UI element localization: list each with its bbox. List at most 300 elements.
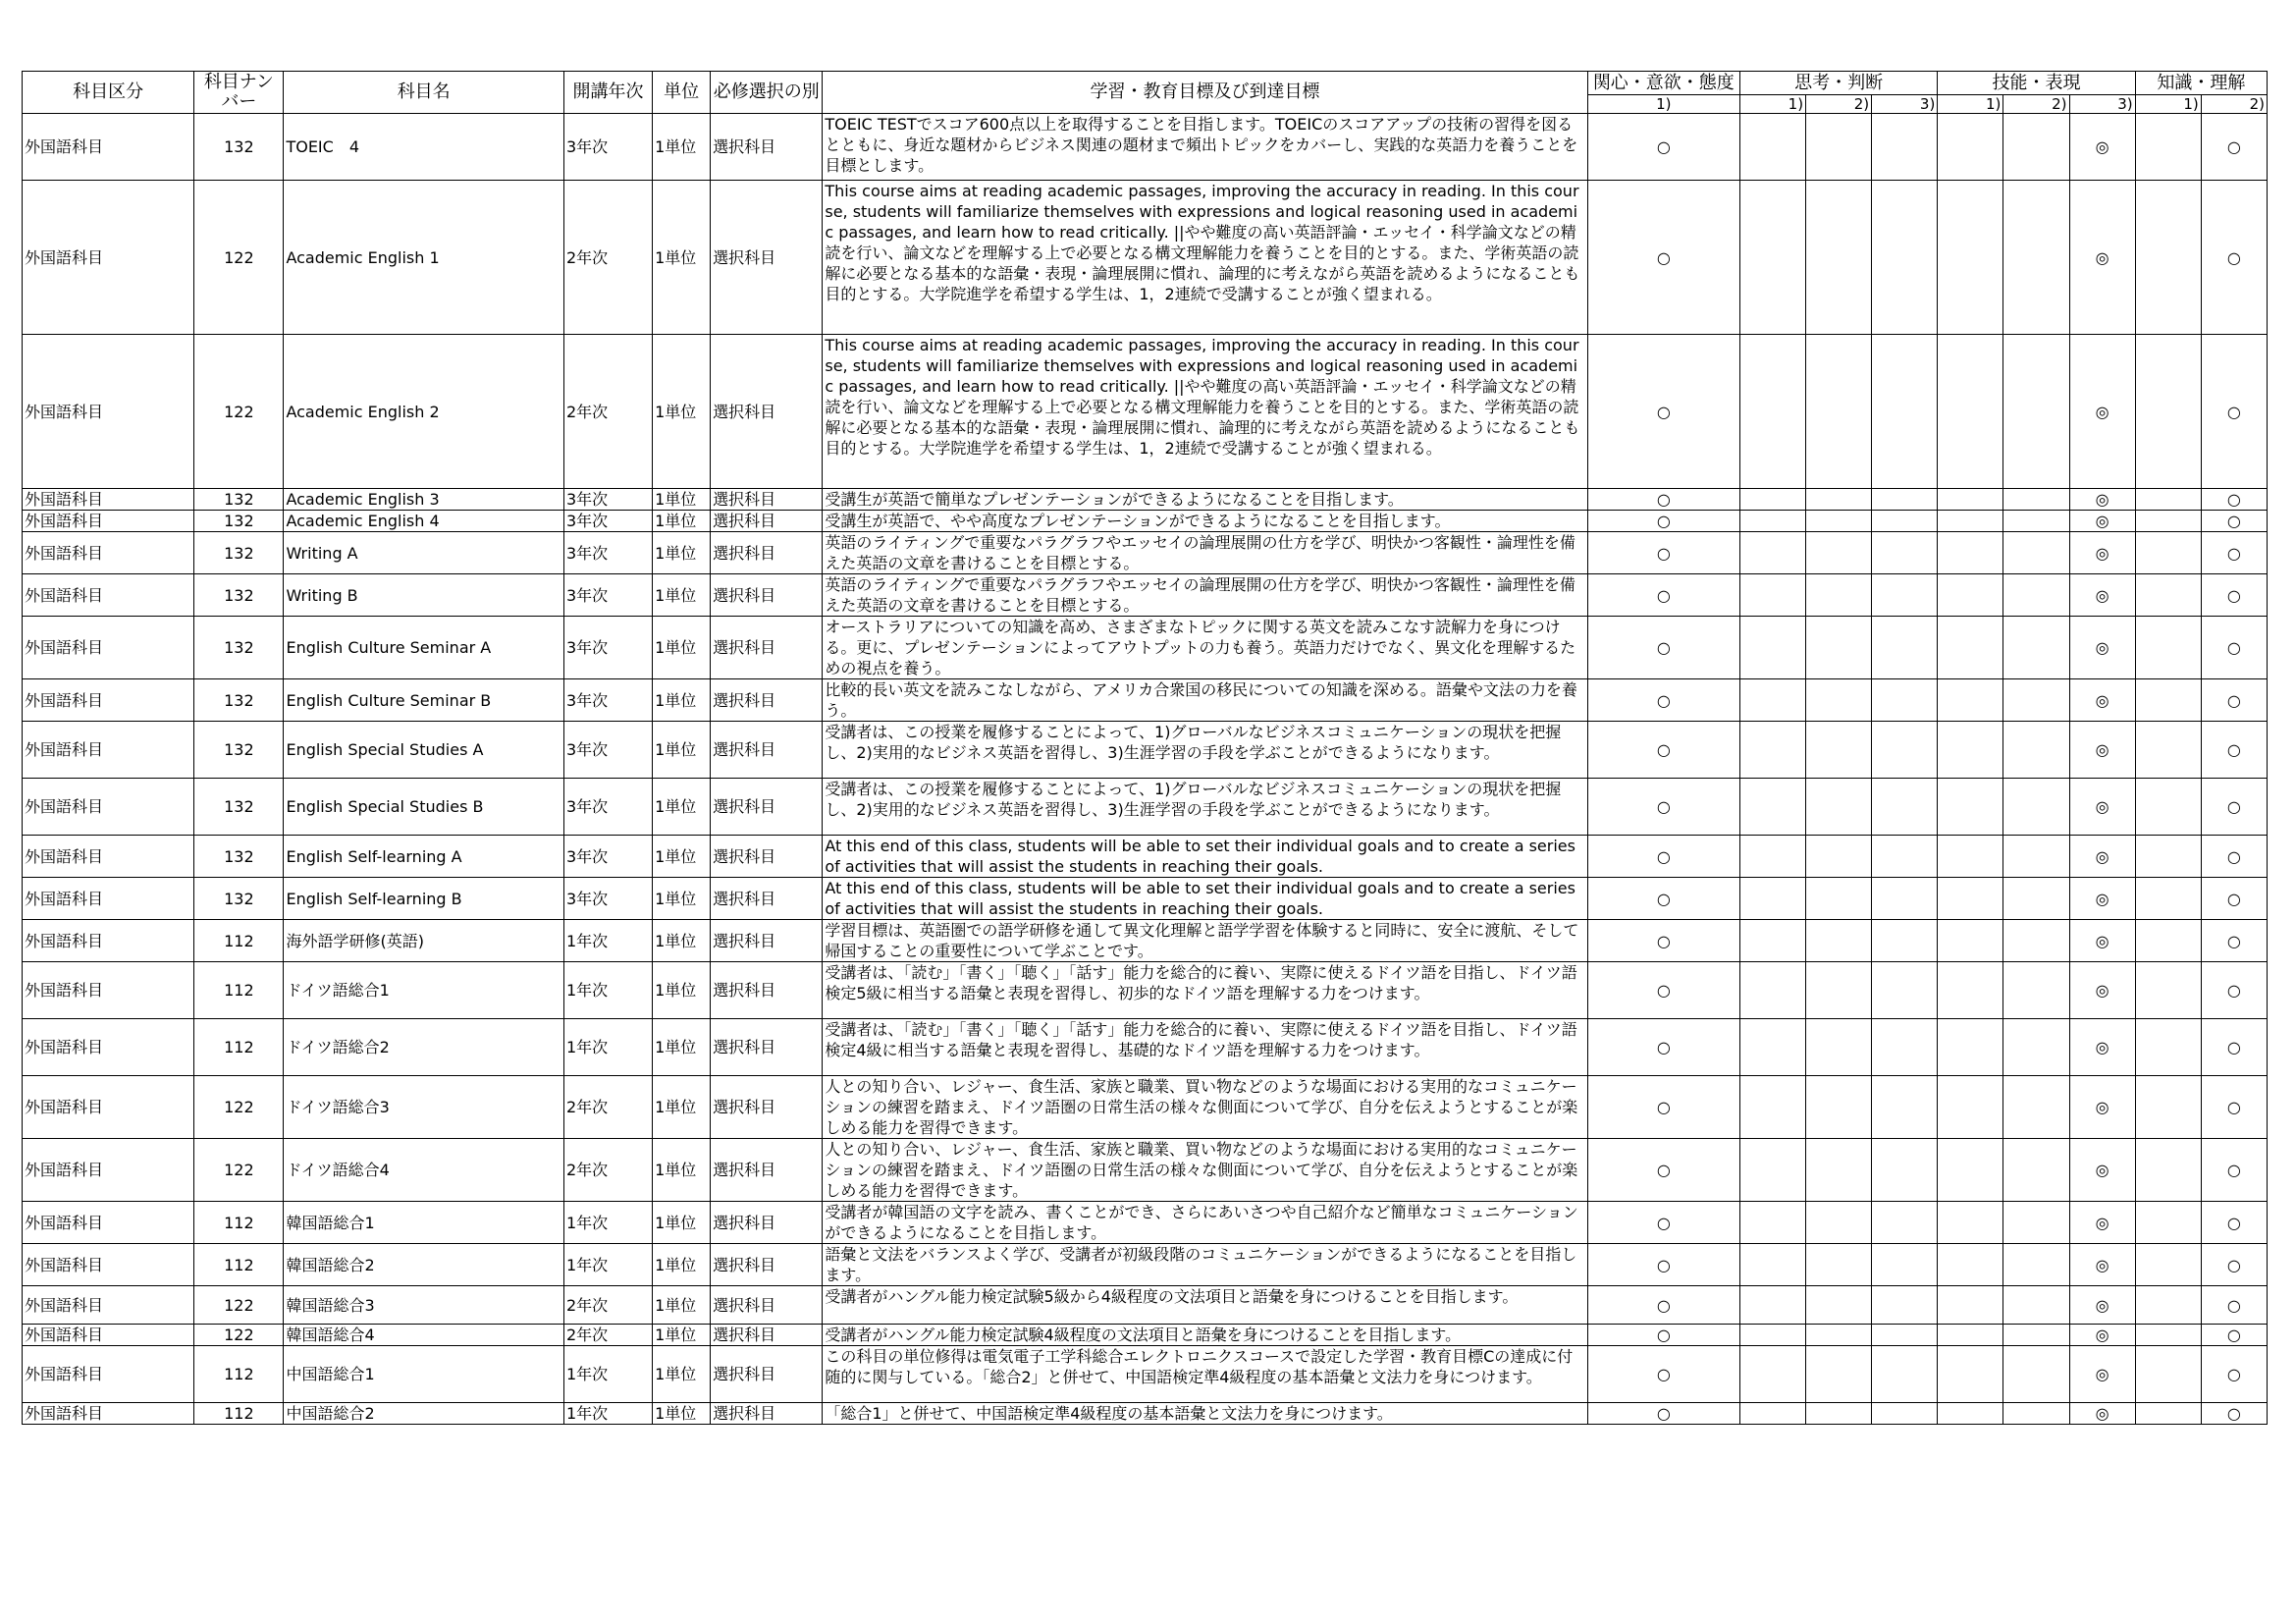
cell-category: 外国語科目 bbox=[23, 617, 194, 679]
cell-mark-5 bbox=[2003, 920, 2069, 962]
cell-mark-3 bbox=[1872, 1202, 1938, 1244]
header-group-thinking: 思考・判断 bbox=[1739, 72, 1937, 95]
cell-year: 2年次 bbox=[563, 1325, 652, 1346]
cell-mark-3 bbox=[1872, 617, 1938, 679]
cell-name: ドイツ語総合2 bbox=[284, 1019, 563, 1076]
header-sub-1: 1) bbox=[1739, 95, 1805, 114]
cell-mark-7 bbox=[2135, 1325, 2201, 1346]
header-unit: 単位 bbox=[653, 72, 711, 114]
cell-unit: 1単位 bbox=[653, 1139, 711, 1202]
header-group-interest: 関心・意欲・態度 bbox=[1587, 72, 1739, 95]
cell-mark-5 bbox=[2003, 878, 2069, 920]
cell-mark-8: ○ bbox=[2201, 114, 2267, 181]
cell-mark-6: ◎ bbox=[2069, 489, 2135, 511]
header-sub-3: 3) bbox=[1872, 95, 1938, 114]
cell-goal: This course aims at reading academic passages, improving the accuracy in reading. In this course, students will familiarize themselves with expressions and logical reasoning used in academic passages, and learn how to read critically. ||やや難度の高い英語評論・エッセイ・科学論文などの精読を行い、論文などを理解する上で必要となる構文理解能力を養うことを目的とする。また、学術英語の読解に必要となる基本的な語彙・表現・論理展開に慣れ、論理的に考えながら英語を読めるようになることも目的とする。大学院進学を希望する学生は、1，2連続で受講することが強く望まれる。 bbox=[823, 181, 1587, 335]
cell-mark-8: ○ bbox=[2201, 511, 2267, 532]
cell-mark-8: ○ bbox=[2201, 836, 2267, 878]
cell-name: 韓国語総合4 bbox=[284, 1325, 563, 1346]
cell-mark-4 bbox=[1938, 1403, 2003, 1425]
cell-unit: 1単位 bbox=[653, 574, 711, 617]
header-requirement: 必修選択の別 bbox=[711, 72, 823, 114]
table-row bbox=[23, 722, 2268, 779]
cell-number: 132 bbox=[194, 532, 284, 574]
table-row bbox=[23, 962, 2268, 1019]
header-sub-5: 2) bbox=[2003, 95, 2069, 114]
cell-mark-7 bbox=[2135, 114, 2201, 181]
cell-requirement: 選択科目 bbox=[711, 181, 823, 335]
cell-unit: 1単位 bbox=[653, 617, 711, 679]
cell-mark-2 bbox=[1806, 1244, 1872, 1286]
cell-mark-4 bbox=[1938, 962, 2003, 1019]
cell-year: 1年次 bbox=[563, 1244, 652, 1286]
cell-mark-5 bbox=[2003, 335, 2069, 489]
cell-unit: 1単位 bbox=[653, 1403, 711, 1425]
cell-requirement: 選択科目 bbox=[711, 617, 823, 679]
header-sub-2: 2) bbox=[1806, 95, 1872, 114]
cell-year: 1年次 bbox=[563, 1202, 652, 1244]
cell-unit: 1単位 bbox=[653, 878, 711, 920]
cell-mark-6: ◎ bbox=[2069, 1403, 2135, 1425]
cell-requirement: 選択科目 bbox=[711, 574, 823, 617]
cell-mark-8: ○ bbox=[2201, 1019, 2267, 1076]
cell-category: 外国語科目 bbox=[23, 836, 194, 878]
header-sub-6: 3) bbox=[2069, 95, 2135, 114]
cell-unit: 1単位 bbox=[653, 1202, 711, 1244]
cell-mark-7 bbox=[2135, 1139, 2201, 1202]
cell-year: 1年次 bbox=[563, 1346, 652, 1403]
cell-mark-6: ◎ bbox=[2069, 574, 2135, 617]
cell-goal: この科目の単位修得は電気電子工学科総合エレクトロニクスコースで設定した学習・教育目標Cの達成に付随的に関与している。「総合2」と併せて、中国語検定準4級程度の基本語彙と文法力を身につけます。 bbox=[823, 1346, 1587, 1403]
cell-mark-5 bbox=[2003, 511, 2069, 532]
cell-mark-8: ○ bbox=[2201, 1325, 2267, 1346]
cell-mark-3 bbox=[1872, 722, 1938, 779]
cell-mark-7 bbox=[2135, 920, 2201, 962]
cell-mark-3 bbox=[1872, 1286, 1938, 1325]
cell-mark-1 bbox=[1739, 920, 1805, 962]
cell-name: Academic English 1 bbox=[284, 181, 563, 335]
cell-year: 3年次 bbox=[563, 532, 652, 574]
cell-unit: 1単位 bbox=[653, 722, 711, 779]
cell-category: 外国語科目 bbox=[23, 722, 194, 779]
cell-category: 外国語科目 bbox=[23, 114, 194, 181]
table-row bbox=[23, 532, 2268, 574]
cell-category: 外国語科目 bbox=[23, 1403, 194, 1425]
table-row bbox=[23, 335, 2268, 489]
header-goal: 学習・教育目標及び到達目標 bbox=[823, 72, 1587, 114]
cell-mark-2 bbox=[1806, 574, 1872, 617]
cell-mark-1 bbox=[1739, 181, 1805, 335]
cell-category: 外国語科目 bbox=[23, 878, 194, 920]
cell-mark-6: ◎ bbox=[2069, 1139, 2135, 1202]
table-row bbox=[23, 617, 2268, 679]
cell-mark-3 bbox=[1872, 1403, 1938, 1425]
header-sub-8: 2) bbox=[2201, 95, 2267, 114]
cell-mark-3 bbox=[1872, 962, 1938, 1019]
cell-year: 3年次 bbox=[563, 722, 652, 779]
cell-name: English Self-learning B bbox=[284, 878, 563, 920]
cell-mark-3 bbox=[1872, 1139, 1938, 1202]
cell-mark-1 bbox=[1739, 962, 1805, 1019]
table-row bbox=[23, 920, 2268, 962]
cell-mark-2 bbox=[1806, 1139, 1872, 1202]
cell-goal: オーストラリアについての知識を高め、さまざまなトピックに関する英文を読みこなす読解力を身につける。更に、プレゼンテーションによってアウトプットの力も養う。英語力だけでなく、異文化を理解するための視点を養う。 bbox=[823, 617, 1587, 679]
cell-mark-2 bbox=[1806, 1076, 1872, 1139]
cell-mark-2 bbox=[1806, 1403, 1872, 1425]
cell-mark-7 bbox=[2135, 779, 2201, 836]
cell-mark-1 bbox=[1739, 114, 1805, 181]
cell-goal: 「総合1」と併せて、中国語検定準4級程度の基本語彙と文法力を身につけます。 bbox=[823, 1403, 1587, 1425]
cell-mark-6: ◎ bbox=[2069, 962, 2135, 1019]
cell-mark-1 bbox=[1739, 1076, 1805, 1139]
cell-category: 外国語科目 bbox=[23, 574, 194, 617]
cell-mark-5 bbox=[2003, 1286, 2069, 1325]
cell-mark-5 bbox=[2003, 1019, 2069, 1076]
cell-mark-0: ○ bbox=[1587, 335, 1739, 489]
cell-mark-0: ○ bbox=[1587, 1403, 1739, 1425]
cell-requirement: 選択科目 bbox=[711, 1325, 823, 1346]
cell-mark-4 bbox=[1938, 779, 2003, 836]
cell-goal: 受講者が韓国語の文字を読み、書くことができ、さらにあいさつや自己紹介など簡単なコミュニケーションができるようになることを目指します。 bbox=[823, 1202, 1587, 1244]
cell-mark-3 bbox=[1872, 489, 1938, 511]
cell-mark-8: ○ bbox=[2201, 335, 2267, 489]
cell-number: 112 bbox=[194, 1244, 284, 1286]
cell-category: 外国語科目 bbox=[23, 489, 194, 511]
cell-mark-0: ○ bbox=[1587, 836, 1739, 878]
cell-mark-8: ○ bbox=[2201, 1139, 2267, 1202]
cell-mark-2 bbox=[1806, 511, 1872, 532]
cell-number: 112 bbox=[194, 920, 284, 962]
cell-mark-1 bbox=[1739, 617, 1805, 679]
cell-goal: 受講者がハングル能力検定試験4級程度の文法項目と語彙を身につけることを目指します。 bbox=[823, 1325, 1587, 1346]
cell-category: 外国語科目 bbox=[23, 962, 194, 1019]
header-group-skill: 技能・表現 bbox=[1938, 72, 2135, 95]
cell-mark-4 bbox=[1938, 532, 2003, 574]
table-row bbox=[23, 1346, 2268, 1403]
cell-goal: 語彙と文法をバランスよく学び、受講者が初級段階のコミュニケーションができるようになることを目指します。 bbox=[823, 1244, 1587, 1286]
cell-unit: 1単位 bbox=[653, 511, 711, 532]
cell-mark-5 bbox=[2003, 1244, 2069, 1286]
cell-number: 132 bbox=[194, 878, 284, 920]
cell-mark-0: ○ bbox=[1587, 878, 1739, 920]
table-header bbox=[23, 72, 2268, 114]
header-category: 科目区分 bbox=[23, 72, 194, 114]
cell-mark-1 bbox=[1739, 722, 1805, 779]
cell-year: 1年次 bbox=[563, 1403, 652, 1425]
cell-category: 外国語科目 bbox=[23, 920, 194, 962]
cell-mark-7 bbox=[2135, 836, 2201, 878]
cell-name: English Special Studies B bbox=[284, 779, 563, 836]
cell-requirement: 選択科目 bbox=[711, 920, 823, 962]
cell-name: English Special Studies A bbox=[284, 722, 563, 779]
cell-unit: 1単位 bbox=[653, 1019, 711, 1076]
cell-mark-3 bbox=[1872, 1244, 1938, 1286]
cell-number: 132 bbox=[194, 679, 284, 722]
cell-year: 1年次 bbox=[563, 920, 652, 962]
cell-mark-5 bbox=[2003, 836, 2069, 878]
cell-mark-4 bbox=[1938, 836, 2003, 878]
cell-mark-5 bbox=[2003, 1076, 2069, 1139]
cell-mark-2 bbox=[1806, 878, 1872, 920]
cell-mark-4 bbox=[1938, 511, 2003, 532]
cell-unit: 1単位 bbox=[653, 836, 711, 878]
cell-requirement: 選択科目 bbox=[711, 679, 823, 722]
cell-unit: 1単位 bbox=[653, 114, 711, 181]
cell-year: 2年次 bbox=[563, 1286, 652, 1325]
cell-number: 112 bbox=[194, 1019, 284, 1076]
cell-goal: 受講生が英語で、やや高度なプレゼンテーションができるようになることを目指します。 bbox=[823, 511, 1587, 532]
cell-mark-4 bbox=[1938, 1244, 2003, 1286]
cell-goal: At this end of this class, students will be able to set their individual goals and to create a series of activities that will assist the students in reaching their goals. bbox=[823, 878, 1587, 920]
cell-mark-0: ○ bbox=[1587, 1244, 1739, 1286]
cell-goal: 英語のライティングで重要なパラグラフやエッセイの論理展開の仕方を学び、明快かつ客観性・論理性を備えた英語の文章を書けることを目標とする。 bbox=[823, 532, 1587, 574]
cell-mark-4 bbox=[1938, 489, 2003, 511]
cell-name: English Culture Seminar B bbox=[284, 679, 563, 722]
cell-requirement: 選択科目 bbox=[711, 489, 823, 511]
cell-mark-0: ○ bbox=[1587, 962, 1739, 1019]
cell-category: 外国語科目 bbox=[23, 511, 194, 532]
cell-mark-2 bbox=[1806, 114, 1872, 181]
cell-mark-0: ○ bbox=[1587, 1139, 1739, 1202]
cell-mark-3 bbox=[1872, 878, 1938, 920]
cell-mark-1 bbox=[1739, 489, 1805, 511]
cell-mark-4 bbox=[1938, 1076, 2003, 1139]
cell-year: 3年次 bbox=[563, 617, 652, 679]
cell-category: 外国語科目 bbox=[23, 1346, 194, 1403]
cell-mark-3 bbox=[1872, 532, 1938, 574]
cell-mark-2 bbox=[1806, 1202, 1872, 1244]
cell-requirement: 選択科目 bbox=[711, 962, 823, 1019]
cell-mark-0: ○ bbox=[1587, 679, 1739, 722]
cell-name: Academic English 3 bbox=[284, 489, 563, 511]
cell-goal: 受講者は、「読む」「書く」「聴く」「話す」能力を総合的に養い、実際に使えるドイツ語を目指し、ドイツ語検定5級に相当する語彙と表現を習得し、初歩的なドイツ語を理解する力をつけます。 bbox=[823, 962, 1587, 1019]
cell-mark-7 bbox=[2135, 181, 2201, 335]
cell-mark-7 bbox=[2135, 1244, 2201, 1286]
cell-mark-7 bbox=[2135, 1346, 2201, 1403]
cell-unit: 1単位 bbox=[653, 1076, 711, 1139]
cell-mark-5 bbox=[2003, 1325, 2069, 1346]
cell-requirement: 選択科目 bbox=[711, 1403, 823, 1425]
cell-mark-6: ◎ bbox=[2069, 1202, 2135, 1244]
cell-mark-3 bbox=[1872, 1346, 1938, 1403]
header-group-knowledge: 知識・理解 bbox=[2135, 72, 2267, 95]
cell-mark-0: ○ bbox=[1587, 1325, 1739, 1346]
cell-mark-6: ◎ bbox=[2069, 1325, 2135, 1346]
cell-mark-7 bbox=[2135, 511, 2201, 532]
cell-mark-3 bbox=[1872, 920, 1938, 962]
table-row bbox=[23, 1076, 2268, 1139]
cell-mark-5 bbox=[2003, 114, 2069, 181]
cell-mark-8: ○ bbox=[2201, 920, 2267, 962]
cell-mark-8: ○ bbox=[2201, 1244, 2267, 1286]
cell-number: 132 bbox=[194, 722, 284, 779]
cell-mark-7 bbox=[2135, 574, 2201, 617]
cell-mark-0: ○ bbox=[1587, 511, 1739, 532]
cell-mark-6: ◎ bbox=[2069, 335, 2135, 489]
cell-mark-1 bbox=[1739, 1346, 1805, 1403]
cell-mark-4 bbox=[1938, 878, 2003, 920]
header-sub-0: 1) bbox=[1587, 95, 1739, 114]
cell-mark-8: ○ bbox=[2201, 962, 2267, 1019]
cell-name: ドイツ語総合3 bbox=[284, 1076, 563, 1139]
cell-unit: 1単位 bbox=[653, 181, 711, 335]
cell-mark-5 bbox=[2003, 679, 2069, 722]
cell-year: 3年次 bbox=[563, 114, 652, 181]
cell-mark-5 bbox=[2003, 1403, 2069, 1425]
cell-number: 112 bbox=[194, 1346, 284, 1403]
cell-requirement: 選択科目 bbox=[711, 532, 823, 574]
cell-mark-0: ○ bbox=[1587, 574, 1739, 617]
cell-mark-6: ◎ bbox=[2069, 679, 2135, 722]
cell-mark-3 bbox=[1872, 511, 1938, 532]
cell-mark-7 bbox=[2135, 532, 2201, 574]
cell-unit: 1単位 bbox=[653, 532, 711, 574]
cell-mark-5 bbox=[2003, 574, 2069, 617]
cell-mark-1 bbox=[1739, 335, 1805, 489]
cell-number: 112 bbox=[194, 1403, 284, 1425]
cell-mark-6: ◎ bbox=[2069, 1019, 2135, 1076]
cell-year: 3年次 bbox=[563, 489, 652, 511]
cell-goal: 受講者がハングル能力検定試験5級から4級程度の文法項目と語彙を身につけることを目指します。 bbox=[823, 1286, 1587, 1325]
cell-mark-4 bbox=[1938, 1325, 2003, 1346]
cell-mark-2 bbox=[1806, 532, 1872, 574]
header-name: 科目名 bbox=[284, 72, 563, 114]
cell-number: 112 bbox=[194, 962, 284, 1019]
curriculum-table bbox=[22, 71, 2268, 1425]
cell-year: 3年次 bbox=[563, 779, 652, 836]
cell-year: 3年次 bbox=[563, 574, 652, 617]
cell-unit: 1単位 bbox=[653, 679, 711, 722]
cell-mark-4 bbox=[1938, 679, 2003, 722]
cell-mark-0: ○ bbox=[1587, 617, 1739, 679]
cell-mark-7 bbox=[2135, 1019, 2201, 1076]
cell-mark-1 bbox=[1739, 1139, 1805, 1202]
cell-mark-6: ◎ bbox=[2069, 878, 2135, 920]
cell-mark-7 bbox=[2135, 679, 2201, 722]
table-row bbox=[23, 1325, 2268, 1346]
cell-mark-5 bbox=[2003, 1346, 2069, 1403]
cell-mark-4 bbox=[1938, 574, 2003, 617]
table-row bbox=[23, 511, 2268, 532]
cell-mark-1 bbox=[1739, 1244, 1805, 1286]
cell-mark-0: ○ bbox=[1587, 181, 1739, 335]
cell-requirement: 選択科目 bbox=[711, 722, 823, 779]
cell-year: 2年次 bbox=[563, 181, 652, 335]
header-number: 科目ナンバー bbox=[194, 72, 284, 114]
cell-name: Writing B bbox=[284, 574, 563, 617]
cell-goal: 受講者は、この授業を履修することによって、1)グローバルなビジネスコミュニケーションの現状を把握し、2)実用的なビジネス英語を習得し、3)生涯学習の手段を学ぶことができるようになります。 bbox=[823, 779, 1587, 836]
cell-category: 外国語科目 bbox=[23, 532, 194, 574]
cell-number: 132 bbox=[194, 511, 284, 532]
cell-mark-0: ○ bbox=[1587, 722, 1739, 779]
cell-unit: 1単位 bbox=[653, 962, 711, 1019]
cell-mark-4 bbox=[1938, 335, 2003, 489]
cell-requirement: 選択科目 bbox=[711, 114, 823, 181]
cell-mark-8: ○ bbox=[2201, 532, 2267, 574]
cell-mark-3 bbox=[1872, 1076, 1938, 1139]
cell-mark-2 bbox=[1806, 1346, 1872, 1403]
cell-mark-1 bbox=[1739, 511, 1805, 532]
cell-mark-8: ○ bbox=[2201, 1076, 2267, 1139]
cell-year: 1年次 bbox=[563, 1019, 652, 1076]
cell-goal: 人との知り合い、レジャー、食生活、家族と職業、買い物などのような場面における実用的なコミュニケーションの練習を踏まえ、ドイツ語圏の日常生活の様々な側面について学び、自分を伝えようとすることが楽しめる能力を習得できます。 bbox=[823, 1076, 1587, 1139]
cell-mark-2 bbox=[1806, 962, 1872, 1019]
cell-name: ドイツ語総合4 bbox=[284, 1139, 563, 1202]
cell-requirement: 選択科目 bbox=[711, 1202, 823, 1244]
cell-category: 外国語科目 bbox=[23, 1244, 194, 1286]
cell-mark-6: ◎ bbox=[2069, 1244, 2135, 1286]
cell-category: 外国語科目 bbox=[23, 779, 194, 836]
cell-requirement: 選択科目 bbox=[711, 335, 823, 489]
cell-mark-3 bbox=[1872, 181, 1938, 335]
cell-mark-0: ○ bbox=[1587, 1202, 1739, 1244]
cell-goal: This course aims at reading academic passages, improving the accuracy in reading. In this course, students will familiarize themselves with expressions and logical reasoning used in academic passages, and learn how to read critically. ||やや難度の高い英語評論・エッセイ・科学論文などの精読を行い、論文などを理解する上で必要となる構文理解能力を養うことを目的とする。また、学術英語の読解に必要となる基本的な語彙・表現・論理展開に慣れ、論理的に考えながら英語を読めるようになることも目的とする。大学院進学を希望する学生は、1，2連続で受講することが強く望まれる。 bbox=[823, 335, 1587, 489]
cell-mark-0: ○ bbox=[1587, 779, 1739, 836]
cell-mark-5 bbox=[2003, 722, 2069, 779]
cell-category: 外国語科目 bbox=[23, 1076, 194, 1139]
cell-requirement: 選択科目 bbox=[711, 1286, 823, 1325]
cell-mark-6: ◎ bbox=[2069, 1076, 2135, 1139]
cell-category: 外国語科目 bbox=[23, 335, 194, 489]
table-row bbox=[23, 878, 2268, 920]
cell-mark-3 bbox=[1872, 114, 1938, 181]
cell-year: 2年次 bbox=[563, 335, 652, 489]
header-sub-4: 1) bbox=[1938, 95, 2003, 114]
cell-mark-5 bbox=[2003, 1202, 2069, 1244]
cell-requirement: 選択科目 bbox=[711, 1346, 823, 1403]
cell-mark-4 bbox=[1938, 617, 2003, 679]
cell-requirement: 選択科目 bbox=[711, 1244, 823, 1286]
cell-mark-6: ◎ bbox=[2069, 722, 2135, 779]
cell-category: 外国語科目 bbox=[23, 1139, 194, 1202]
cell-mark-2 bbox=[1806, 679, 1872, 722]
table-row bbox=[23, 574, 2268, 617]
cell-mark-2 bbox=[1806, 920, 1872, 962]
cell-year: 2年次 bbox=[563, 1076, 652, 1139]
cell-mark-3 bbox=[1872, 574, 1938, 617]
cell-goal: 人との知り合い、レジャー、食生活、家族と職業、買い物などのような場面における実用的なコミュニケーションの練習を踏まえ、ドイツ語圏の日常生活の様々な側面について学び、自分を伝えようとすることが楽しめる能力を習得できます。 bbox=[823, 1139, 1587, 1202]
cell-mark-3 bbox=[1872, 335, 1938, 489]
cell-mark-8: ○ bbox=[2201, 779, 2267, 836]
cell-mark-5 bbox=[2003, 779, 2069, 836]
cell-mark-6: ◎ bbox=[2069, 1286, 2135, 1325]
cell-mark-2 bbox=[1806, 779, 1872, 836]
cell-mark-4 bbox=[1938, 114, 2003, 181]
cell-name: 中国語総合2 bbox=[284, 1403, 563, 1425]
cell-mark-6: ◎ bbox=[2069, 836, 2135, 878]
cell-mark-8: ○ bbox=[2201, 574, 2267, 617]
table-row bbox=[23, 1244, 2268, 1286]
cell-mark-5 bbox=[2003, 1139, 2069, 1202]
cell-mark-8: ○ bbox=[2201, 878, 2267, 920]
cell-year: 3年次 bbox=[563, 511, 652, 532]
cell-name: 韓国語総合2 bbox=[284, 1244, 563, 1286]
cell-unit: 1単位 bbox=[653, 489, 711, 511]
cell-mark-2 bbox=[1806, 1325, 1872, 1346]
cell-category: 外国語科目 bbox=[23, 1325, 194, 1346]
cell-name: Academic English 4 bbox=[284, 511, 563, 532]
cell-mark-8: ○ bbox=[2201, 1346, 2267, 1403]
table-row bbox=[23, 114, 2268, 181]
cell-mark-4 bbox=[1938, 1286, 2003, 1325]
cell-number: 112 bbox=[194, 1202, 284, 1244]
cell-mark-6: ◎ bbox=[2069, 114, 2135, 181]
cell-requirement: 選択科目 bbox=[711, 1019, 823, 1076]
cell-mark-5 bbox=[2003, 181, 2069, 335]
table-row bbox=[23, 181, 2268, 335]
cell-requirement: 選択科目 bbox=[711, 1139, 823, 1202]
cell-mark-4 bbox=[1938, 1139, 2003, 1202]
